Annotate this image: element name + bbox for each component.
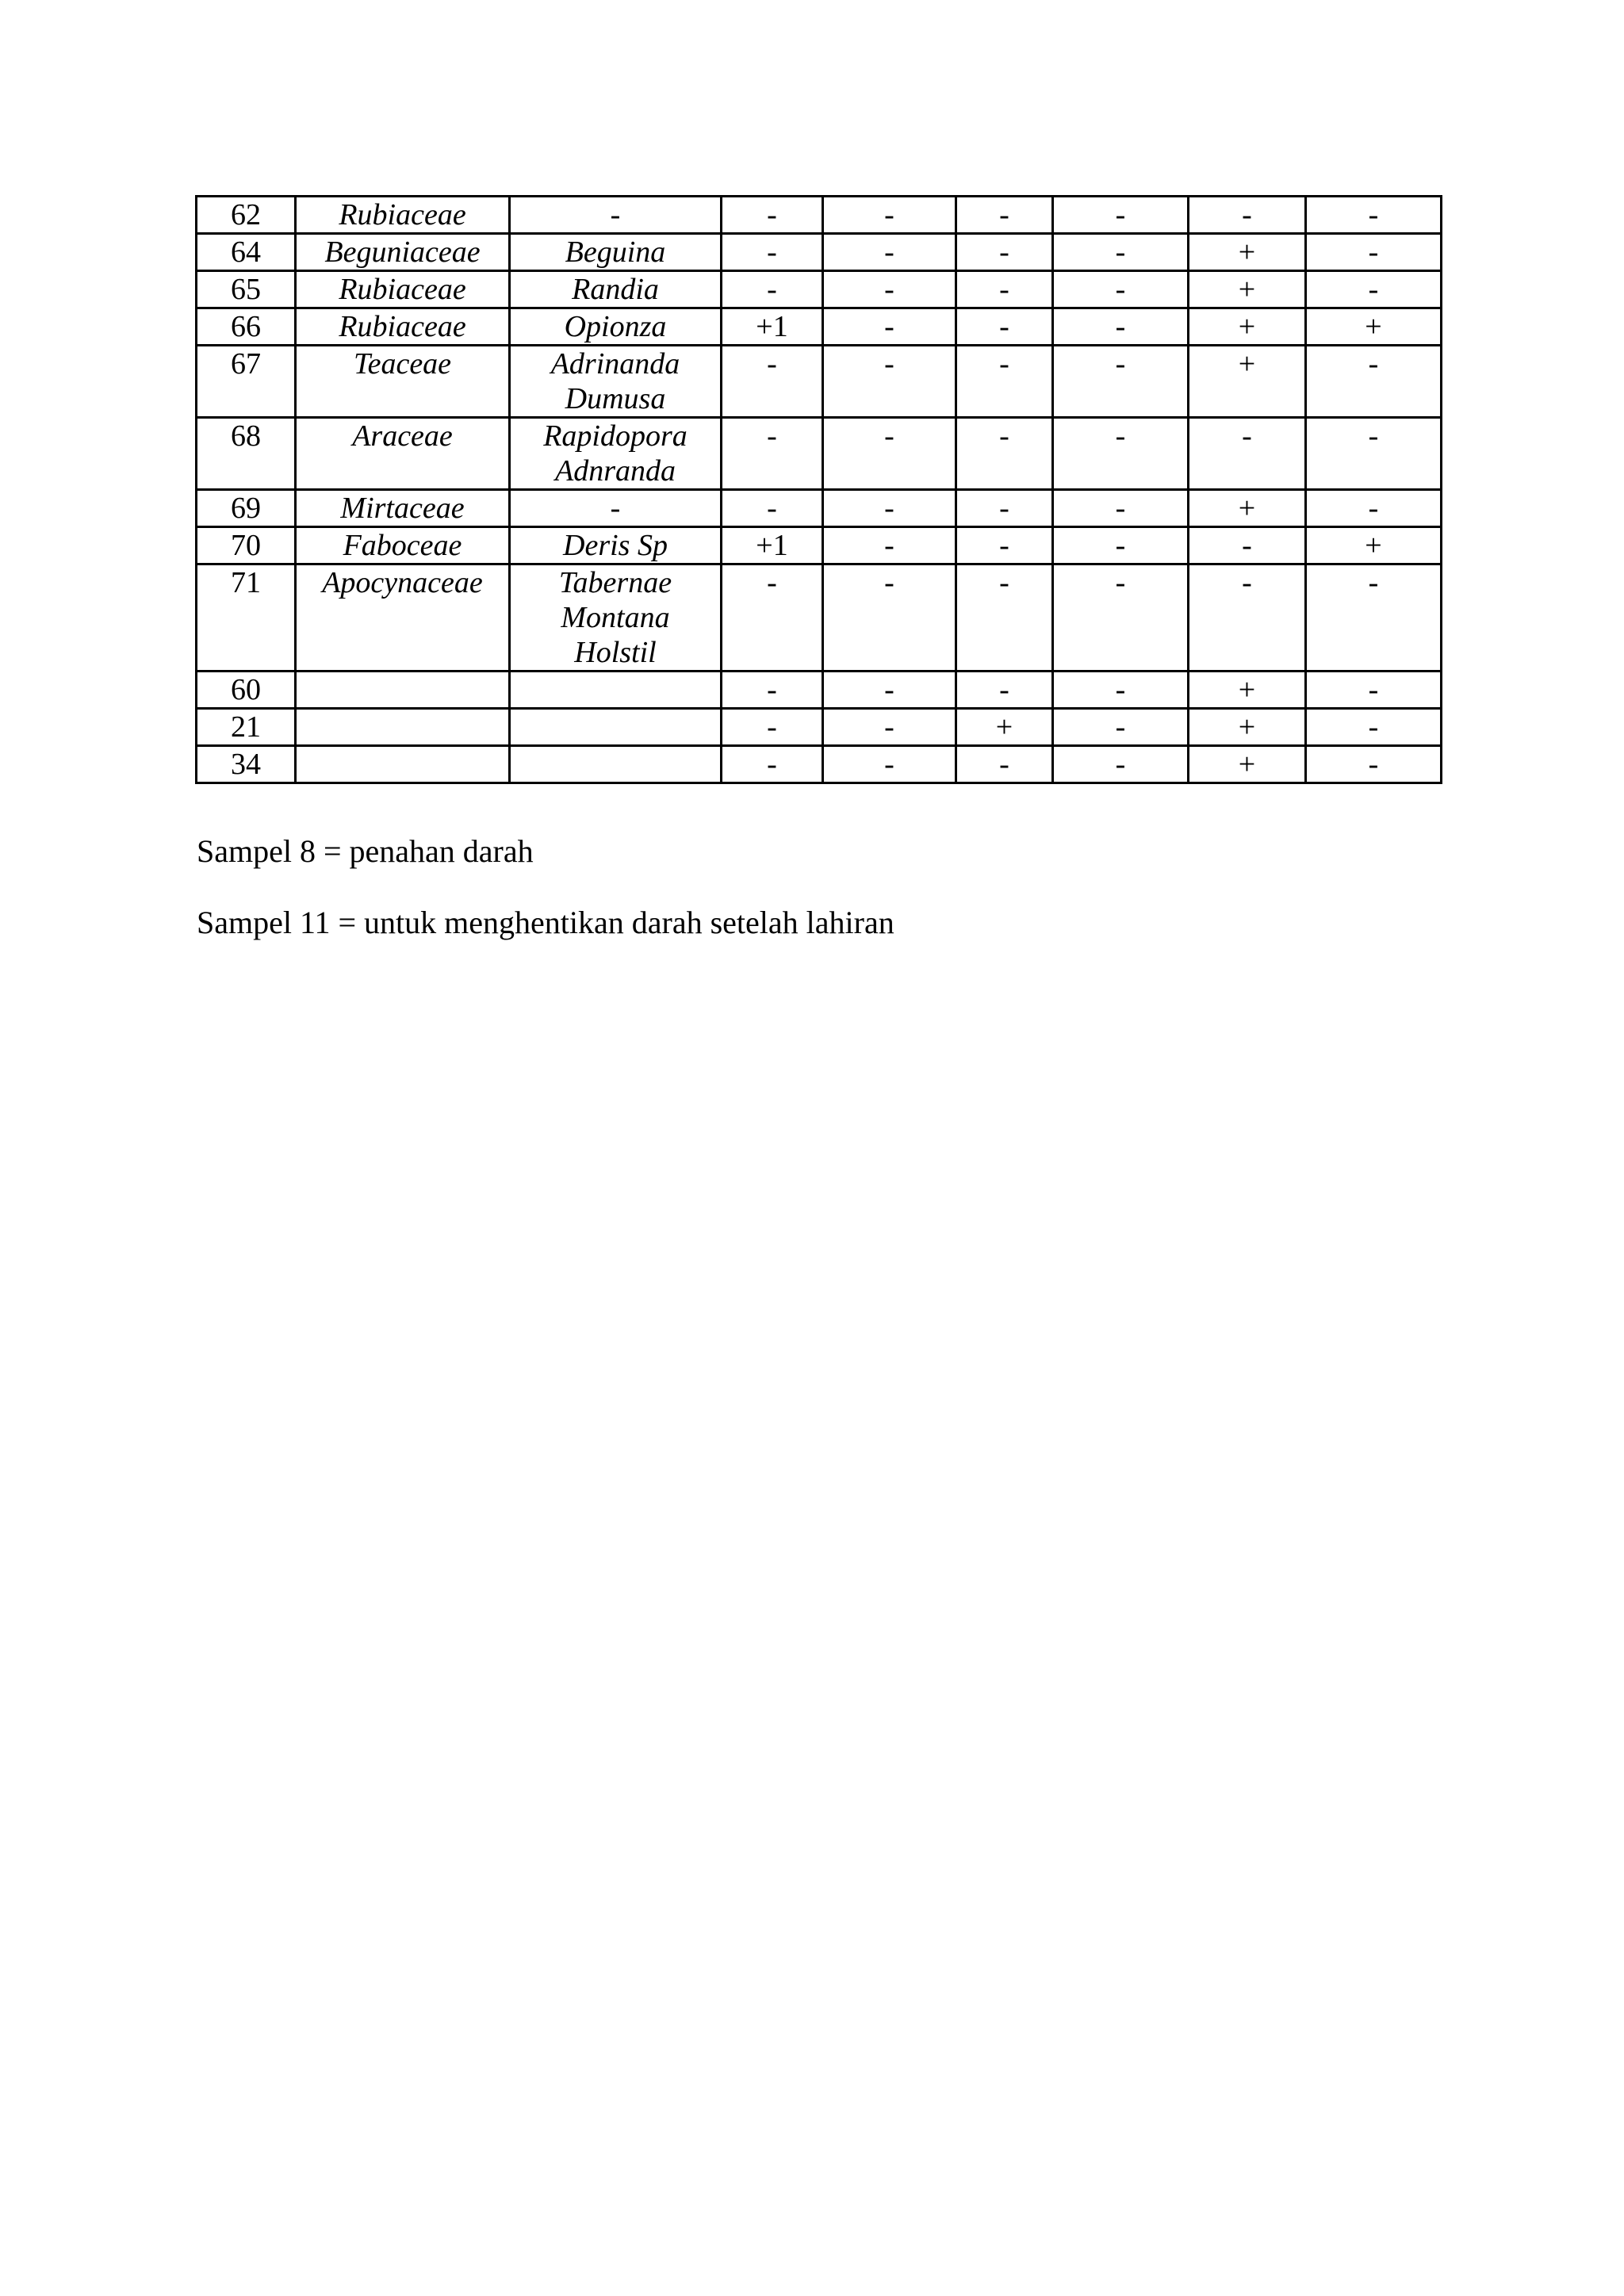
cell-test-c4: - (1053, 672, 1189, 709)
cell-test-c6: - (1306, 709, 1442, 746)
cell-test-c4: - (1053, 564, 1189, 672)
table-row (197, 271, 1442, 308)
genus-line (514, 672, 717, 707)
genus-line: - (610, 492, 621, 525)
genus-line: Montana (561, 601, 670, 634)
cell-sample-number: 70 (197, 527, 296, 564)
cell-test-c1: - (722, 197, 823, 234)
cell-test-c4: - (1053, 271, 1189, 308)
table-row (197, 746, 1442, 783)
cell-test-c4: - (1053, 308, 1189, 346)
cell-test-c4: - (1053, 346, 1189, 418)
cell-test-c6: - (1306, 418, 1442, 490)
cell-genus (510, 490, 722, 527)
cell-test-c2: - (823, 709, 956, 746)
cell-test-c3: - (956, 564, 1053, 672)
cell-family: Rubiaceae (296, 197, 510, 234)
cell-test-c3: - (956, 746, 1053, 783)
cell-family (296, 709, 510, 746)
cell-family: Rubiaceae (296, 308, 510, 346)
cell-family: Rubiaceae (296, 271, 510, 308)
cell-test-c6: + (1306, 308, 1442, 346)
cell-test-c1: - (722, 234, 823, 271)
cell-test-c6: - (1306, 346, 1442, 418)
cell-test-c5: - (1189, 564, 1306, 672)
genus-line (514, 710, 717, 744)
table-row (197, 418, 1442, 490)
cell-sample-number: 64 (197, 234, 296, 271)
cell-test-c2: - (823, 197, 956, 234)
cell-genus (510, 271, 722, 308)
cell-test-c4: - (1053, 197, 1189, 234)
cell-family (296, 672, 510, 709)
cell-sample-number: 66 (197, 308, 296, 346)
cell-test-c2: - (823, 234, 956, 271)
cell-sample-number: 60 (197, 672, 296, 709)
genus-line: Beguina (565, 235, 666, 269)
cell-test-c4: - (1053, 527, 1189, 564)
cell-test-c3: - (956, 490, 1053, 527)
genus-line: Tabernae (558, 566, 672, 599)
genus-line: Opionza (564, 310, 667, 343)
cell-test-c5: + (1189, 746, 1306, 783)
cell-test-c2: - (823, 672, 956, 709)
cell-sample-number: 34 (197, 746, 296, 783)
cell-genus (510, 197, 722, 234)
cell-test-c6: - (1306, 672, 1442, 709)
cell-test-c5: + (1189, 672, 1306, 709)
table-row (197, 197, 1442, 234)
cell-test-c3: + (956, 709, 1053, 746)
cell-test-c2: - (823, 746, 956, 783)
table-row (197, 234, 1442, 271)
cell-test-c6: - (1306, 271, 1442, 308)
cell-sample-number: 65 (197, 271, 296, 308)
table-row (197, 527, 1442, 564)
cell-genus (510, 308, 722, 346)
table-row (197, 564, 1442, 672)
table-row (197, 346, 1442, 418)
cell-test-c6: - (1306, 564, 1442, 672)
cell-test-c5: - (1189, 527, 1306, 564)
cell-test-c5: + (1189, 308, 1306, 346)
cell-genus (510, 709, 722, 746)
cell-genus (510, 234, 722, 271)
cell-genus (510, 672, 722, 709)
results-table (195, 195, 1442, 784)
cell-test-c4: - (1053, 746, 1189, 783)
cell-family: Mirtaceae (296, 490, 510, 527)
cell-test-c5: + (1189, 709, 1306, 746)
results-table-body (197, 197, 1442, 783)
cell-test-c2: - (823, 418, 956, 490)
cell-test-c6: - (1306, 197, 1442, 234)
cell-test-c5: + (1189, 490, 1306, 527)
cell-genus (510, 418, 722, 490)
cell-sample-number: 69 (197, 490, 296, 527)
cell-test-c2: - (823, 490, 956, 527)
cell-test-c1: - (722, 418, 823, 490)
cell-test-c1: - (722, 672, 823, 709)
genus-line: Rapidopora (543, 419, 688, 453)
cell-genus (510, 746, 722, 783)
genus-line: Deris Sp (563, 529, 668, 562)
cell-test-c5: + (1189, 271, 1306, 308)
table-row (197, 490, 1442, 527)
genus-line: Dumusa (565, 382, 666, 415)
cell-test-c5: - (1189, 197, 1306, 234)
cell-test-c1: +1 (722, 527, 823, 564)
genus-line: Adnranda (555, 454, 676, 488)
cell-test-c6: - (1306, 746, 1442, 783)
cell-test-c2: - (823, 346, 956, 418)
cell-sample-number: 67 (197, 346, 296, 418)
cell-genus (510, 527, 722, 564)
cell-test-c2: - (823, 527, 956, 564)
cell-family: Araceae (296, 418, 510, 490)
genus-line (514, 747, 717, 782)
cell-genus (510, 564, 722, 672)
cell-test-c4: - (1053, 709, 1189, 746)
cell-test-c2: - (823, 564, 956, 672)
cell-test-c1: - (722, 564, 823, 672)
cell-test-c6: + (1306, 527, 1442, 564)
cell-family (296, 746, 510, 783)
cell-test-c5: - (1189, 418, 1306, 490)
genus-line: Adrinanda (550, 347, 680, 381)
cell-test-c4: - (1053, 490, 1189, 527)
cell-family: Apocynaceae (296, 564, 510, 672)
genus-line: Holstil (574, 636, 657, 669)
table-row (197, 308, 1442, 346)
cell-test-c6: - (1306, 234, 1442, 271)
cell-test-c4: - (1053, 234, 1189, 271)
cell-test-c3: - (956, 234, 1053, 271)
cell-test-c3: - (956, 271, 1053, 308)
cell-test-c1: - (722, 271, 823, 308)
genus-line: Randia (572, 273, 659, 306)
cell-sample-number: 21 (197, 709, 296, 746)
cell-test-c1: - (722, 746, 823, 783)
cell-sample-number: 62 (197, 197, 296, 234)
cell-test-c5: + (1189, 234, 1306, 271)
cell-family: Teaceae (296, 346, 510, 418)
cell-family: Beguniaceae (296, 234, 510, 271)
cell-test-c3: - (956, 308, 1053, 346)
cell-test-c5: + (1189, 346, 1306, 418)
note-sample-11: Sampel 11 = untuk menghentikan darah setelah lahiran (197, 905, 894, 940)
table-row (197, 709, 1442, 746)
cell-test-c1: - (722, 709, 823, 746)
cell-test-c6: - (1306, 490, 1442, 527)
cell-test-c1: - (722, 346, 823, 418)
cell-test-c2: - (823, 271, 956, 308)
cell-test-c1: +1 (722, 308, 823, 346)
cell-test-c3: - (956, 672, 1053, 709)
cell-test-c3: - (956, 197, 1053, 234)
cell-sample-number: 71 (197, 564, 296, 672)
cell-test-c1: - (722, 490, 823, 527)
cell-test-c4: - (1053, 418, 1189, 490)
genus-line: - (610, 198, 621, 232)
cell-sample-number: 68 (197, 418, 296, 490)
cell-test-c3: - (956, 527, 1053, 564)
notes-section (197, 832, 894, 975)
cell-test-c3: - (956, 346, 1053, 418)
cell-test-c3: - (956, 418, 1053, 490)
table-row (197, 672, 1442, 709)
cell-test-c2: - (823, 308, 956, 346)
note-sample-8: Sampel 8 = penahan darah (197, 833, 534, 869)
cell-family: Faboceae (296, 527, 510, 564)
cell-genus (510, 346, 722, 418)
